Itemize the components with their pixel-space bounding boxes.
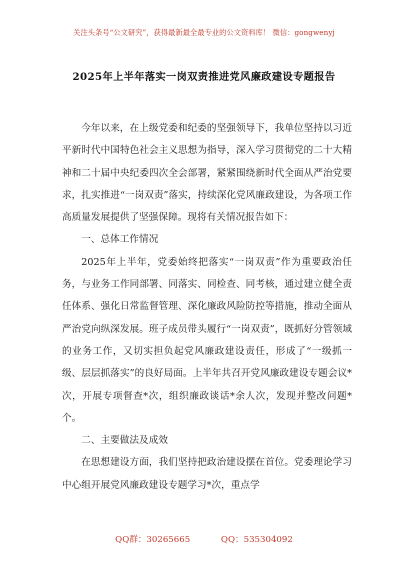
- header-banner: 关注头条号“公文研究”，获得最新最全最专业的公文资料库！ 微信：gongwenyj: [73, 28, 335, 37]
- section-heading-overview: 一、总体工作情况: [81, 234, 159, 246]
- footer-qq-number: QQ：535304092: [220, 535, 293, 545]
- footer-contact: [0, 533, 408, 545]
- intro-paragraph: 今年以来，在上级党委和纪委的坚强领导下，我单位坚持以习近平新时代中国特色社会主义思想为指导，深入学习贯彻党的二十大精神和二十届中央纪委四次全会部署，紧紧围绕新时代全面从严治党要求，扎实推进“一岗双责”落实，持续深化党风廉政建设，为各项工作高质量发展提供了坚强保障。现将有关情况报告如下：: [62, 123, 352, 224]
- document-body: [62, 118, 352, 497]
- footer-qq-group: QQ群：30265665: [115, 535, 191, 545]
- section-heading-practices: 二、主要做法及成效: [81, 435, 168, 447]
- practices-paragraph: 在思想建设方面，我们坚持把政治建设摆在首位。党委理论学习中心组开展党风廉政建设专题学习*次，重点学: [62, 457, 352, 491]
- overview-paragraph: 2025年上半年，党委始终把落实“一岗双责”作为重要政治任务，与业务工作同部署、同落实、同检查、同考核，通过建立健全责任体系、强化日常监督管理、深化廉政风险防控等措施，推动全面从严治党向纵深发展。班子成员带头履行“一岗双责”，既抓好分管领域的业务工作，又切实担负起党风廉政建设责任，形成了“一级抓一级、层层抓落实”的良好局面。上半年共召开党风廉政建设专题会议*次，开展专项督查*次，组织廉政谈话*余人次，发现并整改问题*个。: [62, 256, 352, 424]
- document-title: 2025年上半年落实一岗双责推进党风廉政建设专题报告: [72, 71, 336, 83]
